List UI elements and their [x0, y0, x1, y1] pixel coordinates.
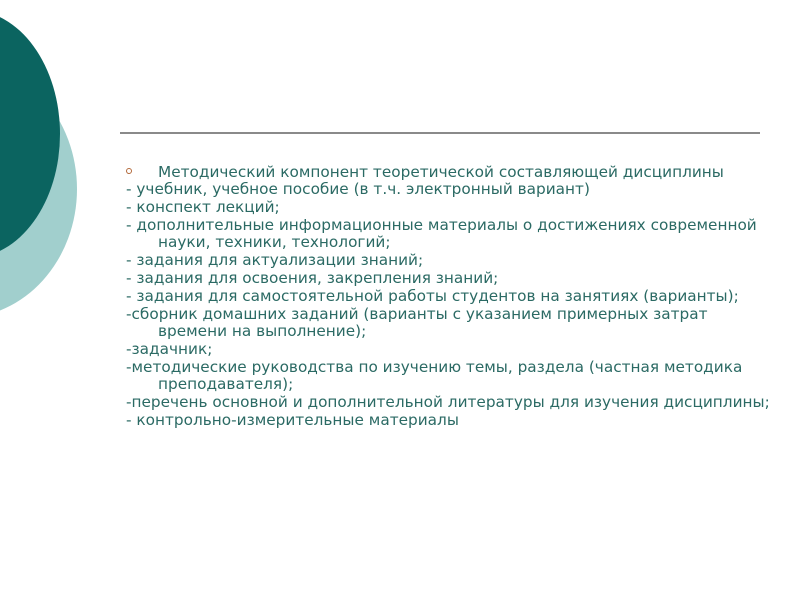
list-item-methodical-guides: -методические руководства по изучению темы, раздела (частная методика преподавателя);: [126, 358, 743, 393]
heading-text: Методический компонент теоретической составляющей дисциплины: [158, 163, 724, 181]
heading-item: [126, 164, 776, 181]
slide-content: [126, 164, 776, 430]
list-item-literature-list: -перечень основной и дополнительной литературы для изучения дисциплины;: [126, 393, 770, 411]
list-item-lecture-notes: - конспект лекций;: [126, 198, 280, 216]
list-item-assessment-materials: - контрольно-измерительные материалы: [126, 411, 459, 429]
list-item-knowledge-mastery: - задания для освоения, закрепления знаний;: [126, 269, 499, 287]
list-item-problem-book: -задачник;: [126, 340, 213, 358]
list-item-independent-work: - задания для самостоятельной работы студентов на занятиях (варианты);: [126, 287, 739, 305]
list-item-textbook: - учебник, учебное пособие (в т.ч. электронный вариант): [126, 180, 590, 198]
title-divider: [120, 132, 760, 134]
list-item-additional-materials: - дополнительные информационные материалы о достижениях современной науки, техники, технологий;: [126, 216, 757, 251]
list-item-knowledge-activation: - задания для актуализации знаний;: [126, 251, 424, 269]
list-item-homework-collection: -сборник домашних заданий (варианты с указанием примерных затрат времени на выполнение);: [126, 305, 708, 340]
hollow-circle-bullet-icon: [126, 168, 132, 174]
